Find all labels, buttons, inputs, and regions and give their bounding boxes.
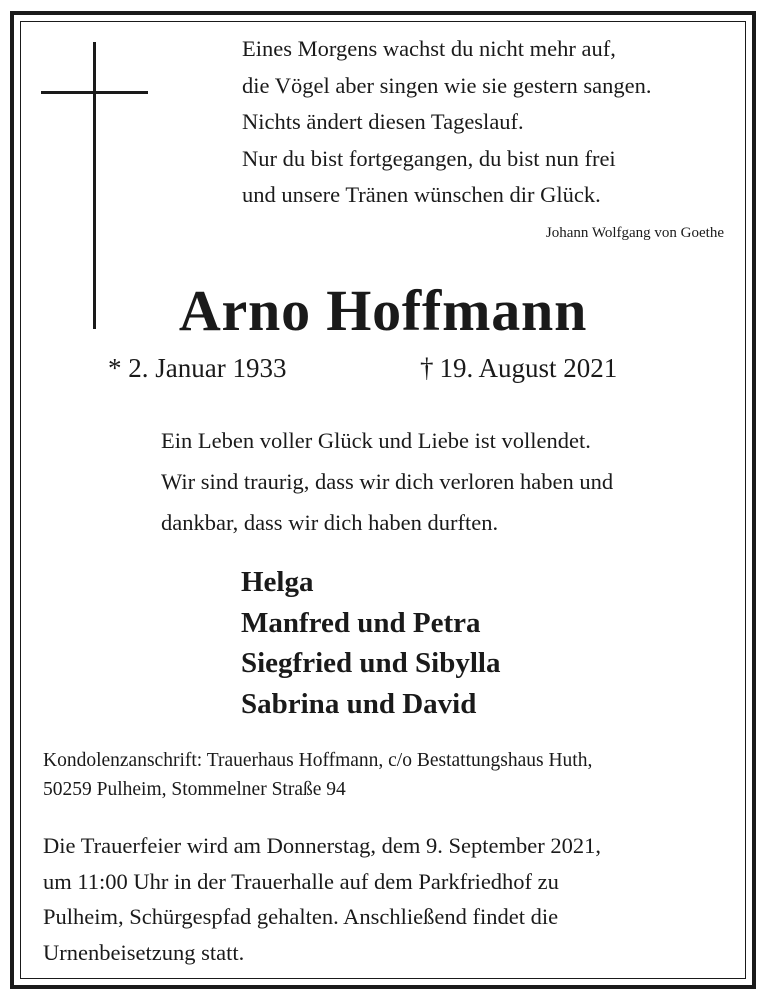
tribute-text: [161, 420, 613, 543]
family-name: Siegfried und Sibylla: [241, 647, 501, 679]
family-names: [241, 562, 500, 724]
death-date: 19. August 2021: [439, 353, 618, 383]
condolence-line: Kondolenzanschrift: Trauerhaus Hoffmann, c/o Bestattungshaus Huth,: [43, 750, 593, 771]
death-dagger-icon: †: [420, 353, 434, 383]
poem-line: und unsere Tränen wünschen dir Glück.: [242, 182, 601, 208]
family-name: Helga: [241, 566, 314, 598]
tribute-line: Ein Leben voller Glück und Liebe ist vollendet.: [161, 428, 591, 453]
family-name: Sabrina und David: [241, 687, 477, 720]
family-name: Manfred und Petra: [241, 606, 481, 639]
birth-date-line: [108, 353, 286, 384]
poem-line: Eines Morgens wachst du nicht mehr auf,: [242, 36, 616, 61]
condolence-address: [43, 746, 592, 804]
poem: [242, 31, 732, 214]
condolence-line: 50259 Pulheim, Stommelner Straße 94: [43, 779, 346, 800]
ceremony-line: Urnenbeisetzung statt.: [43, 939, 245, 965]
death-date-line: [420, 353, 617, 384]
ceremony-line: Die Trauerfeier wird am Donnerstag, dem 9. September 2021,: [43, 833, 601, 858]
cross-horizontal-bar: [41, 91, 148, 94]
poem-line: die Vögel aber singen wie sie gestern sangen.: [242, 72, 652, 98]
poem-line: Nichts ändert diesen Tageslauf.: [242, 109, 524, 135]
poem-author: Johann Wolfgang von Goethe: [545, 225, 724, 241]
tribute-line: Wir sind traurig, dass wir dich verloren haben und: [161, 469, 614, 494]
ceremony-line: Pulheim, Schürgespfad gehalten. Anschließend findet die: [43, 904, 559, 929]
ceremony-info: [43, 828, 601, 970]
deceased-name: Arno Hoffmann: [178, 278, 588, 343]
birth-star-icon: *: [108, 353, 122, 383]
ceremony-line: um 11:00 Uhr in der Trauerhalle auf dem Parkfriedhof zu: [43, 868, 559, 894]
birth-date: 2. Januar 1933: [128, 353, 287, 383]
poem-line: Nur du bist fortgegangen, du bist nun frei: [242, 145, 616, 171]
tribute-line: dankbar, dass wir dich haben durften.: [161, 510, 499, 535]
